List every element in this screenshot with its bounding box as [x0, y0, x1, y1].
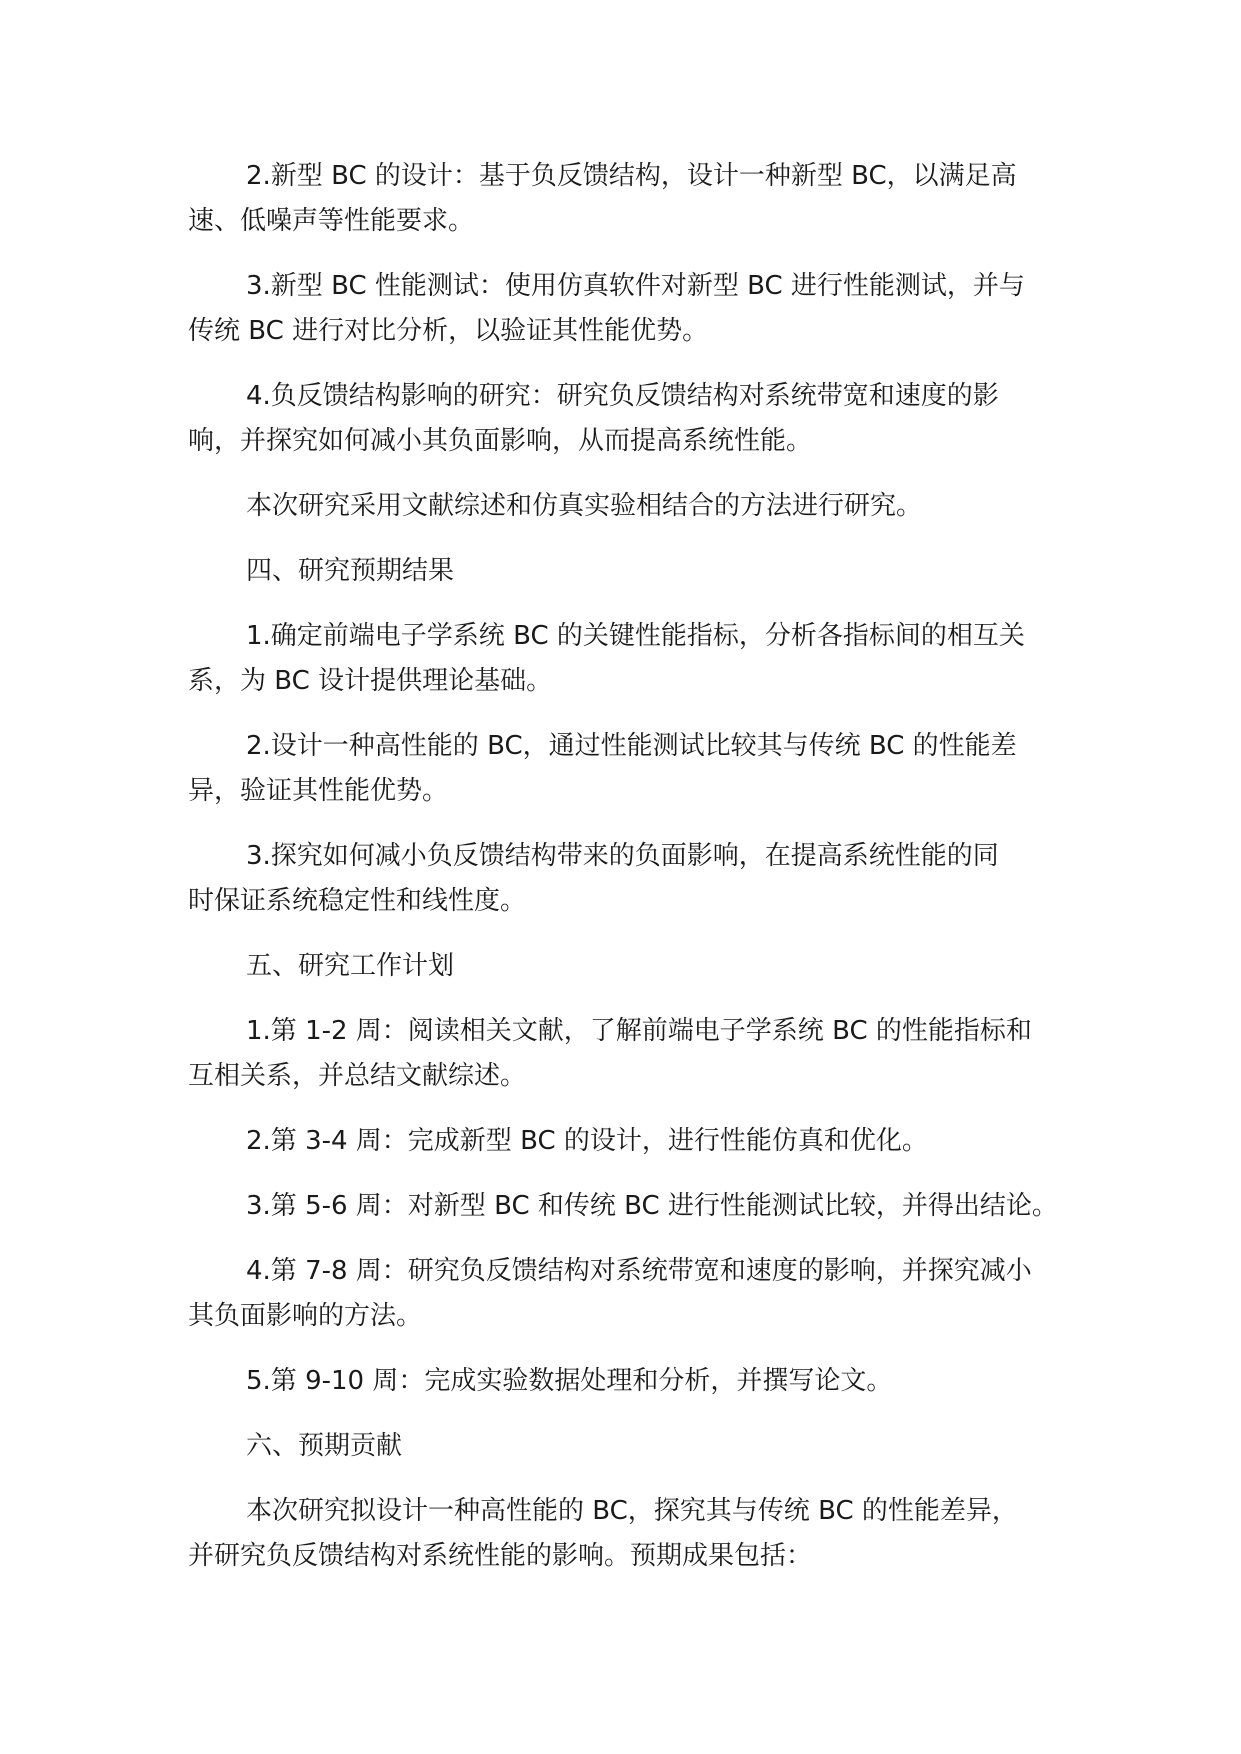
- paragraph-line: 响，并探究如何减小其负面影响，从而提高系统性能。: [188, 426, 813, 456]
- paragraph-line: 2.设计一种高性能的 BC，通过性能测试比较其与传统 BC 的性能差: [246, 731, 1017, 761]
- paragraph-method: [188, 484, 1068, 529]
- paragraph-plan-3: [188, 1184, 1068, 1229]
- paragraph-line: 时保证系统稳定性和线性度。: [188, 886, 527, 916]
- paragraph-line: 互相关系，并总结文献综述。: [188, 1061, 527, 1091]
- paragraph-line: 本次研究拟设计一种高性能的 BC，探究其与传统 BC 的性能差异，: [246, 1496, 1018, 1526]
- paragraph-line: 并研究负反馈结构对系统性能的影响。预期成果包括：: [188, 1541, 813, 1571]
- paragraph-line: 系，为 BC 设计提供理论基础。: [188, 666, 553, 696]
- heading-text: 五、研究工作计划: [246, 951, 455, 981]
- paragraph-line: 本次研究采用文献综述和仿真实验相结合的方法进行研究。: [246, 491, 923, 521]
- paragraph-feedback-study: [188, 374, 1068, 464]
- paragraph-performance-test: [188, 264, 1068, 354]
- paragraph-line: 其负面影响的方法。: [188, 1301, 423, 1331]
- paragraph-line: 3.探究如何减小负反馈结构带来的负面影响，在提高系统性能的同: [246, 841, 999, 871]
- paragraph-plan-4: [188, 1249, 1068, 1339]
- heading-text: 四、研究预期结果: [246, 556, 455, 586]
- paragraph-line: 2.第 3-4 周：完成新型 BC 的设计，进行性能仿真和优化。: [246, 1126, 928, 1156]
- paragraph-line: 1.确定前端电子学系统 BC 的关键性能指标，分析各指标间的相互关: [246, 621, 1025, 651]
- paragraph-line: 4.负反馈结构影响的研究：研究负反馈结构对系统带宽和速度的影: [246, 381, 999, 411]
- paragraph-design-new-bc: [188, 154, 1068, 244]
- paragraph-line: 3.第 5-6 周：对新型 BC 和传统 BC 进行性能测试比较，并得出结论。: [246, 1191, 1058, 1221]
- paragraph-plan-1: [188, 1009, 1068, 1099]
- paragraph-line: 速、低噪声等性能要求。: [188, 206, 475, 236]
- paragraph-line: 1.第 1-2 周：阅读相关文献，了解前端电子学系统 BC 的性能指标和: [246, 1016, 1032, 1046]
- paragraph-line: 5.第 9-10 周：完成实验数据处理和分析，并撰写论文。: [246, 1366, 893, 1396]
- paragraph-result-3: [188, 834, 1068, 924]
- heading-text: 六、预期贡献: [246, 1431, 403, 1461]
- paragraph-line: 2.新型 BC 的设计：基于负反馈结构，设计一种新型 BC，以满足高: [246, 161, 1017, 191]
- paragraph-result-2: [188, 724, 1068, 814]
- paragraph-plan-5: [188, 1359, 1068, 1404]
- paragraph-line: 4.第 7-8 周：研究负反馈结构对系统带宽和速度的影响，并探究减小: [246, 1256, 1032, 1286]
- paragraph-plan-2: [188, 1119, 1068, 1164]
- paragraph-line: 异，验证其性能优势。: [188, 776, 449, 806]
- section-heading-expected-results: [188, 549, 1068, 594]
- paragraph-line: 3.新型 BC 性能测试：使用仿真软件对新型 BC 进行性能测试，并与: [246, 271, 1025, 301]
- document-body: [188, 154, 1068, 1599]
- section-heading-contributions: [188, 1424, 1068, 1469]
- paragraph-line: 传统 BC 进行对比分析，以验证其性能优势。: [188, 316, 709, 346]
- paragraph-result-1: [188, 614, 1068, 704]
- section-heading-work-plan: [188, 944, 1068, 989]
- paragraph-contributions: [188, 1489, 1068, 1579]
